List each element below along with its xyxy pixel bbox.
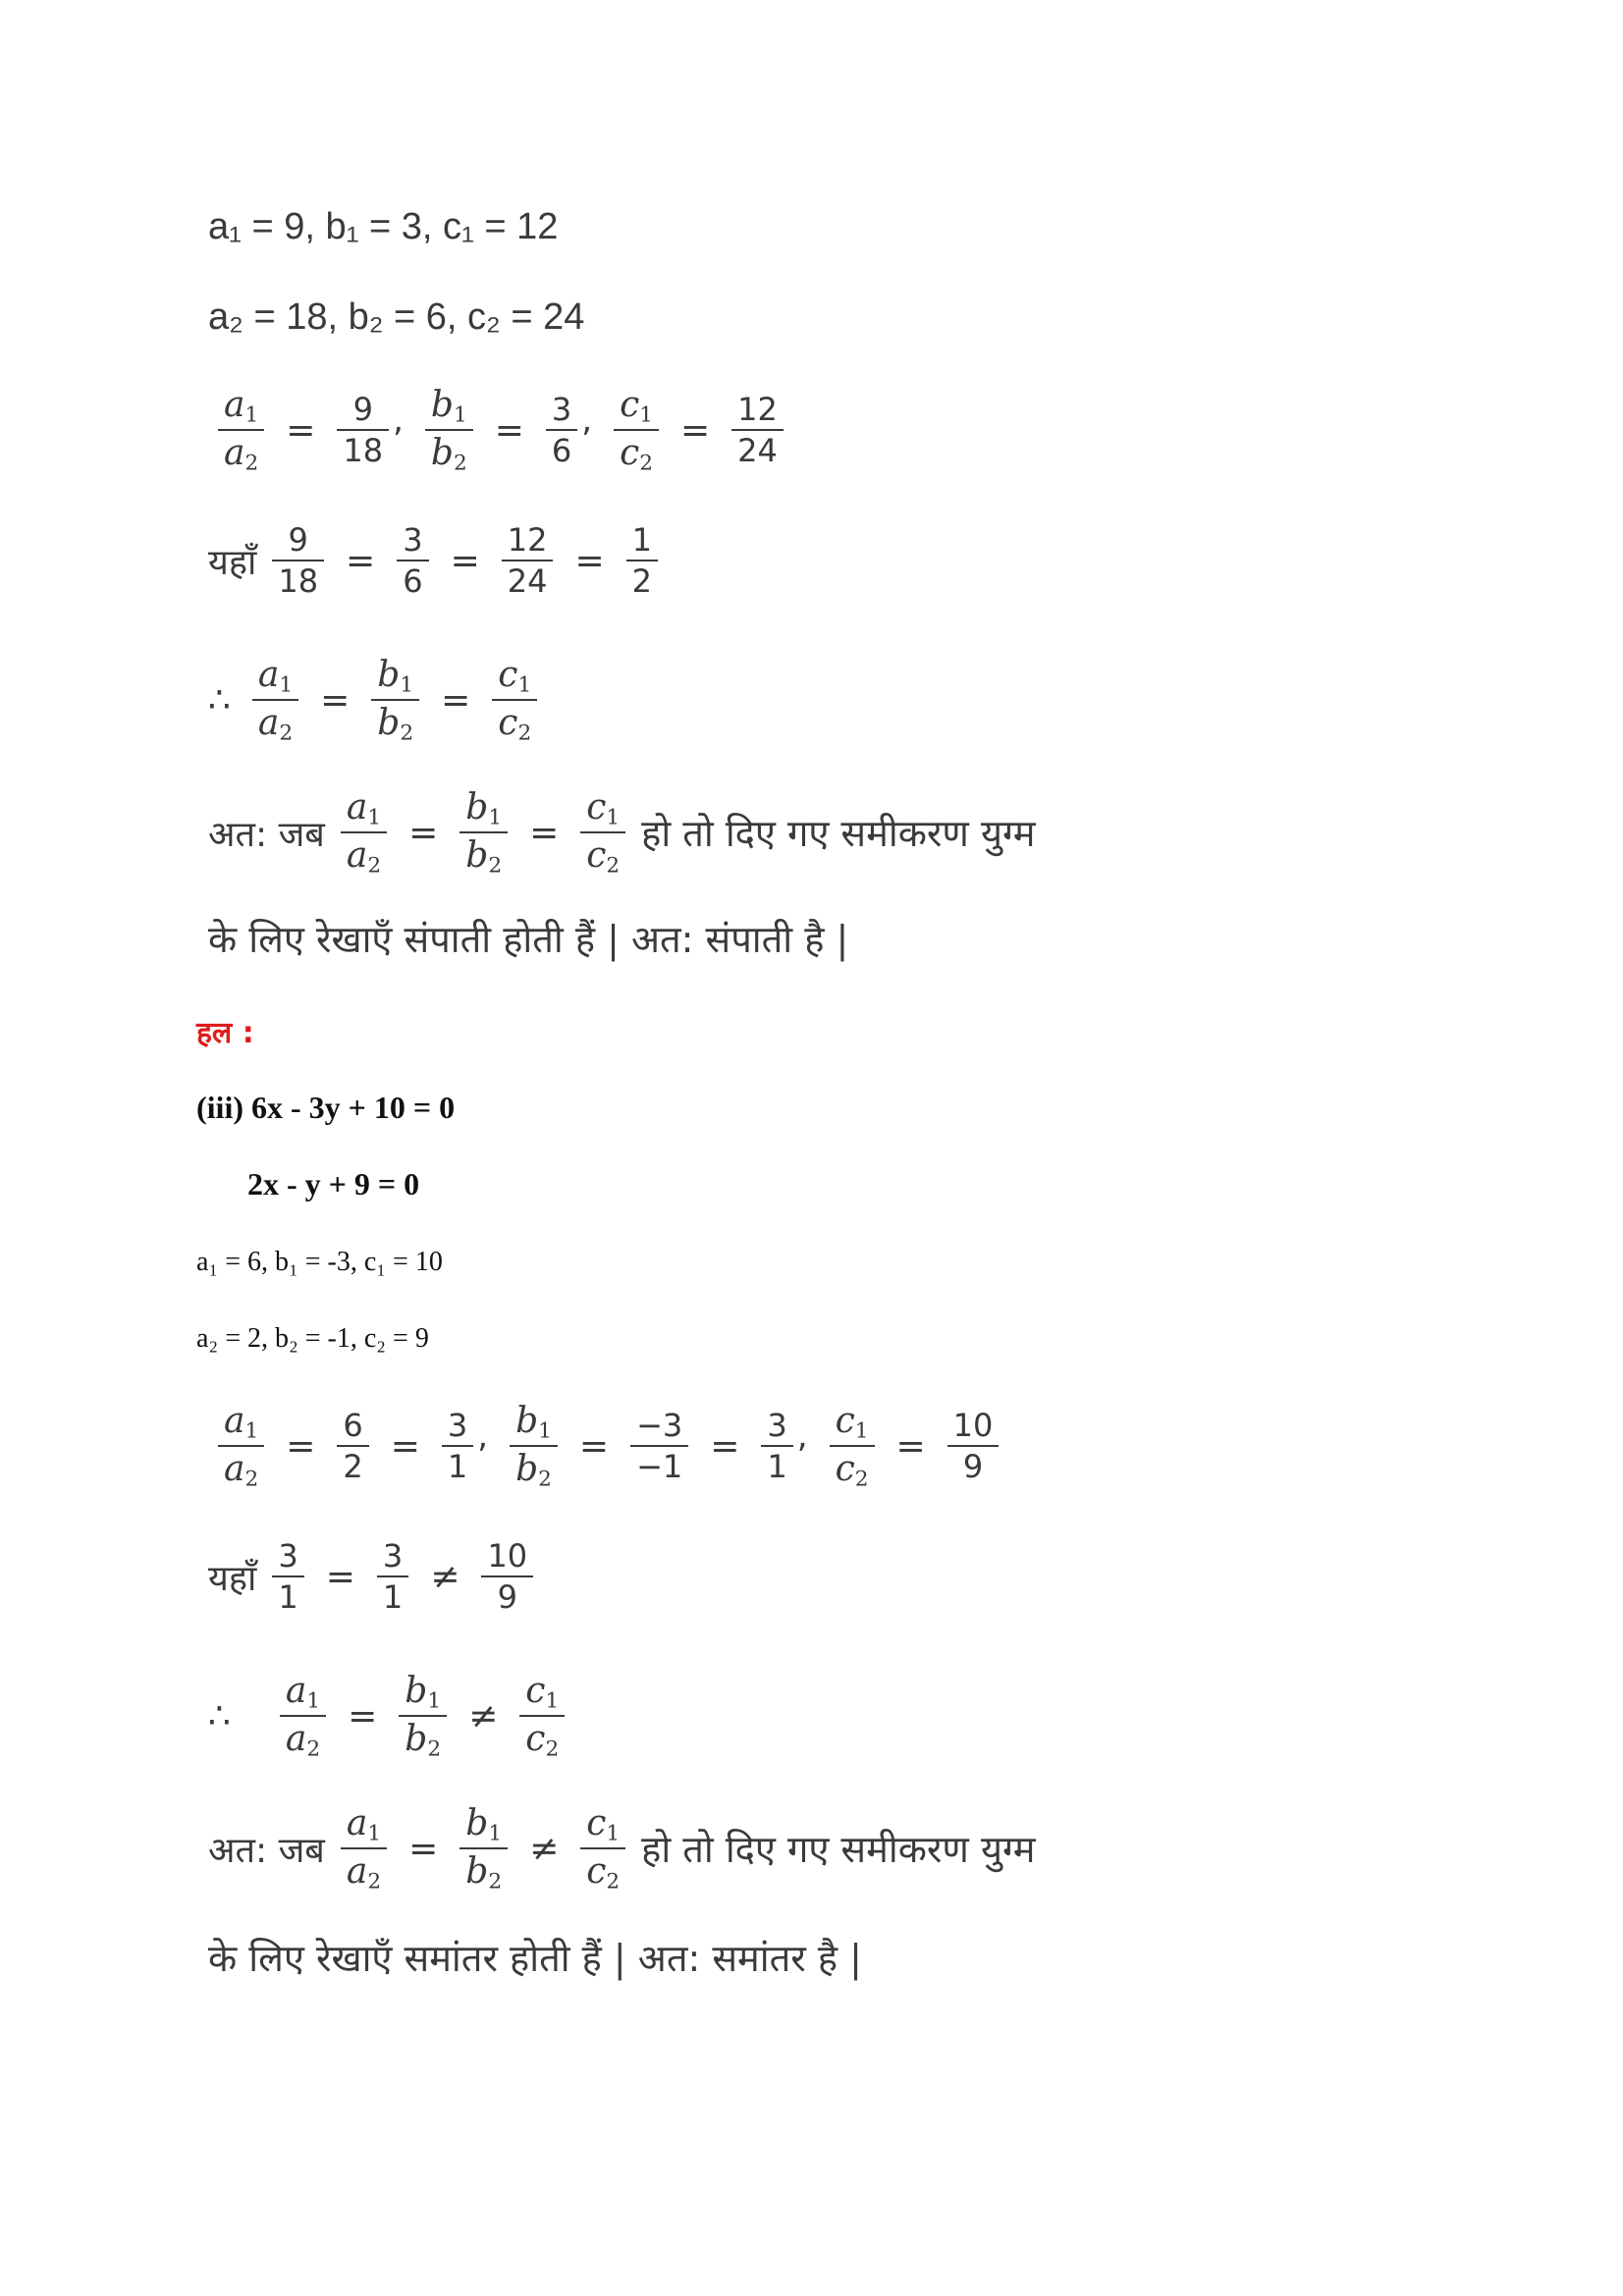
fraction <box>272 1536 303 1617</box>
var-a: a <box>224 433 245 474</box>
equals-sign: = <box>529 812 560 853</box>
numerator: 10 <box>487 1537 528 1575</box>
var-b: b <box>430 433 454 474</box>
denominator: 24 <box>737 432 778 470</box>
comma: , <box>796 1416 808 1457</box>
equals-sign: = <box>346 540 376 581</box>
fraction-b1-b2: $\frac{b_1}{b_2}$ <box>371 653 419 748</box>
subscript: 1 <box>639 402 653 428</box>
conclusion-prefix: अत: जब <box>208 1830 325 1871</box>
comma: , <box>393 400 404 441</box>
fraction-value <box>337 390 389 470</box>
equation-2: 2x - y + 9 = 0 <box>247 1166 420 1201</box>
not-equal-sign: ≠ <box>529 1828 560 1869</box>
denominator: 2 <box>343 1448 363 1486</box>
denominator: 6 <box>403 562 423 600</box>
fraction-value <box>947 1406 1000 1486</box>
conclusion-prefix: अत: जब <box>208 814 325 855</box>
fraction <box>626 520 658 601</box>
equals-sign: = <box>679 409 711 451</box>
numerator: 12 <box>737 391 778 429</box>
fraction-a1-a2: $\frac{a_1}{a_2}$ <box>341 1801 387 1896</box>
denominator: 9 <box>962 1448 984 1486</box>
coefficients-line-2: a₂ = 2, b₂ = -1, c₂ = 9 <box>196 1323 429 1354</box>
fraction-value <box>761 1406 792 1486</box>
equation-1: (iii) 6x - 3y + 10 = 0 <box>196 1090 456 1125</box>
here-line <box>208 520 668 601</box>
ratio-equation-line <box>208 1399 1008 1494</box>
fraction-value <box>442 1406 473 1486</box>
numerator: 1 <box>631 521 652 559</box>
fraction <box>377 1536 408 1617</box>
var-c: c <box>620 433 640 474</box>
denominator: 1 <box>382 1578 404 1616</box>
denominator: 18 <box>278 562 319 600</box>
fraction-c1-c2: $\frac{c_1}{c_2}$ <box>519 1669 565 1764</box>
conclusion-line-1 <box>208 785 1035 881</box>
here-line <box>208 1536 543 1617</box>
fraction-a1-a2: $\frac{a_1}{a_2}$ <box>252 653 298 748</box>
equals-sign: = <box>286 409 316 451</box>
fraction <box>272 520 324 601</box>
equals-sign: = <box>578 1425 610 1467</box>
fraction-a1-a2: $\frac{a_1}{a_2}$ <box>218 1399 264 1494</box>
equals-sign: = <box>286 1425 316 1467</box>
denominator: 9 <box>497 1578 517 1616</box>
comma: , <box>477 1416 489 1457</box>
conclusion-line-2: के लिए रेखाएँ संपाती होती हैं | अत: संपाती है | <box>208 918 849 961</box>
therefore-line <box>208 1669 574 1764</box>
equals-sign: = <box>441 679 471 721</box>
denominator: 1 <box>278 1578 298 1616</box>
fraction-b1-b2: $\frac{b_1}{b_2}$ <box>460 1801 508 1896</box>
equals-sign: = <box>895 1425 926 1467</box>
subscript: 2 <box>244 451 259 476</box>
numerator: 3 <box>447 1407 468 1445</box>
equals-sign: = <box>494 409 524 451</box>
denominator: 18 <box>343 432 384 470</box>
fraction <box>397 520 428 601</box>
numerator: 3 <box>767 1407 787 1445</box>
denominator: 1 <box>767 1448 787 1486</box>
numerator: 12 <box>507 521 548 559</box>
here-word: यहाँ <box>208 1558 257 1599</box>
fraction-a1-a2 <box>218 383 264 478</box>
not-equal-sign: ≠ <box>430 1556 460 1597</box>
equals-sign: = <box>348 1695 378 1736</box>
fraction-c1-c2: $\frac{c_1}{c_2}$ <box>580 785 625 881</box>
numerator: 3 <box>403 521 423 559</box>
equals-sign: = <box>390 1425 420 1467</box>
numerator: 9 <box>352 391 373 429</box>
equals-sign: = <box>325 1556 355 1597</box>
conclusion-suffix: हो तो दिए गए समीकरण युग्म <box>641 1828 1036 1872</box>
subscript: 1 <box>244 402 259 428</box>
equals-sign: = <box>710 1425 740 1467</box>
fraction-value <box>337 1406 368 1486</box>
subscript: 2 <box>639 451 653 476</box>
solution-heading: हल : <box>196 1016 254 1050</box>
equals-sign: = <box>450 540 480 581</box>
subscript: 1 <box>453 402 467 428</box>
numerator: 3 <box>278 1537 298 1575</box>
conclusion-line-2: के लिए रेखाएँ समांतर होती हैं | अत: समांतर है | <box>208 1937 862 1980</box>
denominator: 6 <box>551 432 572 470</box>
fraction-b1-b2: $\frac{b_1}{b_2}$ <box>460 785 508 881</box>
conclusion-line-1 <box>208 1801 1035 1896</box>
fraction-b1-b2: $\frac{b_1}{b_2}$ <box>510 1399 558 1494</box>
fraction-a1-a2: $\frac{a_1}{a_2}$ <box>280 1669 326 1764</box>
coefficients-line-2: a₂ = 18, b₂ = 6, c₂ = 24 <box>208 296 585 338</box>
comma: , <box>581 400 593 441</box>
denominator: −1 <box>636 1448 683 1486</box>
equals-sign: = <box>574 540 605 581</box>
therefore-symbol: ∴ <box>208 679 231 721</box>
var-c: c <box>620 385 640 425</box>
coefficients-line-1: a₁ = 9, b₁ = 3, c₁ = 12 <box>208 206 559 247</box>
fraction-value <box>546 390 577 470</box>
conclusion-suffix: हो तो दिए गए समीकरण युग्म <box>641 812 1036 856</box>
fraction-c1-c2: $\frac{c_1}{c_2}$ <box>492 653 537 748</box>
var-b: b <box>430 385 454 425</box>
fraction <box>502 520 554 601</box>
equals-sign: = <box>408 1828 439 1869</box>
numerator: −3 <box>636 1407 683 1445</box>
numerator: 6 <box>343 1407 363 1445</box>
not-equal-sign: ≠ <box>468 1695 499 1736</box>
here-word: यहाँ <box>208 542 257 583</box>
fraction-a1-a2: $\frac{a_1}{a_2}$ <box>341 785 387 881</box>
therefore-symbol: ∴ <box>208 1695 231 1736</box>
fraction-c1-c2: $\frac{c_1}{c_2}$ <box>830 1399 875 1494</box>
equals-sign: = <box>408 812 439 853</box>
numerator: 3 <box>382 1537 404 1575</box>
fraction-b1-b2 <box>425 383 473 478</box>
subscript: 2 <box>453 451 467 476</box>
fraction-value <box>731 390 784 470</box>
numerator: 10 <box>952 1407 994 1445</box>
fraction-b1-b2: $\frac{b_1}{b_2}$ <box>399 1669 447 1764</box>
denominator: 2 <box>631 562 652 600</box>
numerator: 9 <box>288 521 308 559</box>
fraction-c1-c2: $\frac{c_1}{c_2}$ <box>580 1801 625 1896</box>
fraction-c1-c2 <box>614 383 659 478</box>
denominator: 24 <box>507 562 548 600</box>
var-a: a <box>224 385 245 425</box>
ratio-equation-line <box>208 383 793 478</box>
denominator: 1 <box>447 1448 468 1486</box>
numerator: 3 <box>551 391 572 429</box>
fraction-value <box>630 1406 688 1486</box>
fraction <box>481 1536 533 1617</box>
equals-sign: = <box>320 679 351 721</box>
therefore-line <box>208 653 547 748</box>
coefficients-line-1: a₁ = 6, b₁ = -3, c₁ = 10 <box>196 1247 443 1277</box>
